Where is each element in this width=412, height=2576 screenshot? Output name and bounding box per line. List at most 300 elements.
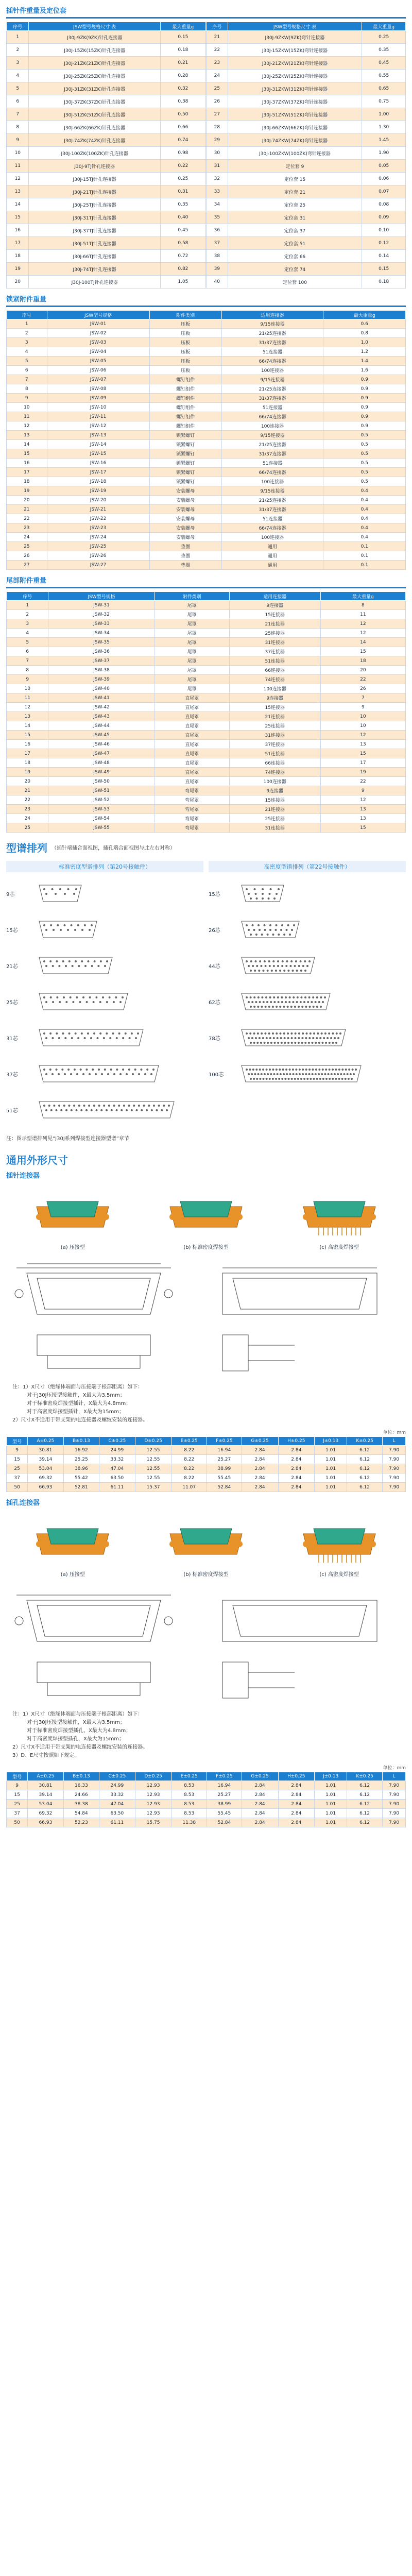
table-cell: 12.93 <box>135 1781 171 1790</box>
column-header: K±0.25 <box>347 1437 383 1446</box>
table-cell: 19 <box>7 486 47 496</box>
table-cell: 安装螺母 <box>149 496 221 505</box>
table-cell: 100连接器 <box>221 366 323 375</box>
table-cell: 63.50 <box>99 1809 135 1818</box>
table-cell: 直尾罩 <box>154 768 229 777</box>
table-cell: 24 <box>7 814 48 823</box>
table-cell: 15 <box>7 1455 28 1464</box>
table-row <box>7 805 406 814</box>
connector-photo <box>280 1186 399 1250</box>
table-cell: JSW-04 <box>47 347 149 357</box>
table-cell: 12 <box>320 731 405 740</box>
socket-table-unit: 单位：mm <box>383 1766 406 1771</box>
table-cell: 7.90 <box>383 1790 406 1800</box>
table-cell: 12.55 <box>135 1455 171 1464</box>
table-cell: 15 <box>7 731 48 740</box>
table-cell: 21 <box>7 505 47 514</box>
table-row <box>7 823 406 833</box>
layout-item-label: 26芯 <box>209 927 220 934</box>
table-cell: 25.27 <box>207 1790 242 1800</box>
layout-item-label: 62芯 <box>209 999 220 1006</box>
table-row <box>7 656 406 666</box>
connector-layout-icon <box>239 1027 348 1048</box>
table-row <box>7 1800 406 1809</box>
table-cell: JSW-14 <box>47 440 149 449</box>
table-cell: 0.5 <box>323 477 406 486</box>
table-cell: 9 <box>7 1446 28 1455</box>
table-cell: JSW-46 <box>48 740 154 749</box>
table-cell: 9 <box>7 134 29 147</box>
socket-dim-table-wrap <box>0 1772 412 1827</box>
table-cell: J30J-15ZKW(15ZK)弯针连接器 <box>228 44 362 57</box>
connector-photo-caption: (b) 标准密度焊接型 <box>183 1245 229 1250</box>
table-cell: 66.93 <box>28 1818 63 1827</box>
table-cell: JSW-55 <box>48 823 154 833</box>
table-cell: 15连接器 <box>229 703 320 712</box>
column-header: G±0.25 <box>242 1772 278 1781</box>
table-cell: 14 <box>320 638 405 647</box>
layout-item-label: 44芯 <box>209 963 220 970</box>
table-cell: 19 <box>7 263 29 276</box>
table-row <box>7 786 406 795</box>
table-cell: 17 <box>7 749 48 758</box>
table-cell: 0.9 <box>323 394 406 403</box>
table-cell: 33.32 <box>99 1455 135 1464</box>
table-cell: 21/25连接器 <box>221 496 323 505</box>
table-cell: 7.90 <box>383 1818 406 1827</box>
table-cell: 8.22 <box>171 1464 207 1473</box>
layout-item <box>6 947 203 984</box>
table-row <box>207 70 406 82</box>
connector-layout-icon <box>239 919 301 940</box>
table-cell: 31连接器 <box>229 638 320 647</box>
column-header: 最大重量g <box>320 592 405 601</box>
table-cell: JSW-17 <box>47 468 149 477</box>
table-cell: 15 <box>7 449 47 459</box>
column-header: L <box>383 1772 406 1781</box>
table-cell: 压板 <box>149 319 221 329</box>
table-cell: 1.01 <box>315 1473 347 1483</box>
table-cell: 0.75 <box>362 95 406 108</box>
table-cell: 0.4 <box>323 496 406 505</box>
table-cell: 锁紧螺钉 <box>149 459 221 468</box>
table-cell: 8.53 <box>171 1781 207 1790</box>
table-cell: 0.66 <box>160 121 205 134</box>
dimension-banner <box>0 1145 412 1170</box>
table-row <box>7 237 206 250</box>
table-cell: 2.84 <box>242 1473 278 1483</box>
table-cell: 锁紧螺钉 <box>149 477 221 486</box>
table-cell: 35 <box>207 211 228 224</box>
table-cell: 6 <box>7 647 48 656</box>
table-cell: 10 <box>320 712 405 721</box>
connector-photo-caption: (a) 压接型 <box>60 1245 85 1250</box>
table-cell: 尾罩 <box>154 601 229 610</box>
table-cell: J30J-66ZK(66ZK)针孔连接器 <box>29 121 160 134</box>
table-cell: 直尾罩 <box>154 693 229 703</box>
table-cell: 30.81 <box>28 1446 63 1455</box>
table-cell: 25 <box>7 823 48 833</box>
table-cell: JSW-51 <box>48 786 154 795</box>
table-cell: 螺钉组件 <box>149 375 221 384</box>
note-line: 对于J30J压接型接触件，X最大为3.5mm； <box>27 1720 125 1725</box>
connector-image <box>165 1513 247 1565</box>
table-cell: 15 <box>7 1790 28 1800</box>
table-cell: 定位套 37 <box>228 224 362 237</box>
table-cell: 16.33 <box>63 1781 99 1790</box>
table-cell: 14 <box>7 198 29 211</box>
table-cell: JSW-36 <box>48 647 154 656</box>
table-cell: 弯尾罩 <box>154 814 229 823</box>
table-row <box>207 211 406 224</box>
table-cell: 2.84 <box>242 1483 278 1492</box>
connector-image <box>165 1186 247 1238</box>
table-cell: 0.45 <box>160 224 205 237</box>
section1-title: 插针件重量及定位套 <box>6 7 67 15</box>
table-cell: 1.0 <box>323 338 406 347</box>
table-cell: 0.25 <box>160 173 205 185</box>
column-header: F±0.25 <box>207 1437 242 1446</box>
table-row <box>7 70 206 82</box>
connector-layout-icon <box>37 1099 176 1120</box>
table-row <box>7 1809 406 1818</box>
table-cell: JSW-35 <box>48 638 154 647</box>
section3-table-wrap <box>0 591 412 833</box>
table-row <box>7 601 406 610</box>
table-cell: 50 <box>7 1483 28 1492</box>
column-header: 序号 <box>207 22 228 31</box>
table-cell: 垫圈 <box>149 542 221 551</box>
table-cell: 16 <box>7 740 48 749</box>
table-cell: 7 <box>7 656 48 666</box>
table-cell: 12 <box>320 629 405 638</box>
table-cell: 2.84 <box>278 1455 315 1464</box>
table-row <box>7 666 406 675</box>
table-cell: 12 <box>320 795 405 805</box>
table-cell: J30J-37ZKW(37ZK)弯针连接器 <box>228 95 362 108</box>
table-row <box>207 44 406 57</box>
table-row <box>7 486 406 496</box>
table-cell: 33.32 <box>99 1790 135 1800</box>
layout-item <box>209 984 406 1020</box>
table-row <box>207 134 406 147</box>
table-cell: 13 <box>320 814 405 823</box>
connector-photo <box>147 1186 265 1250</box>
table-row <box>207 198 406 211</box>
table-cell: 8.22 <box>171 1473 207 1483</box>
section2-title: 锁紧附件重量 <box>6 296 47 303</box>
table-row <box>7 1790 406 1800</box>
table-row <box>7 619 406 629</box>
table-cell: 0.9 <box>323 384 406 394</box>
note-line: 对于高密度焊接型插孔，X最大为15mm； <box>27 1736 125 1742</box>
table-cell: JSW-05 <box>47 357 149 366</box>
table-cell: 15 <box>320 647 405 656</box>
connector-photo-caption: (b) 标准密度焊接型 <box>183 1572 229 1578</box>
table-cell: 18 <box>7 758 48 768</box>
table-cell: 34 <box>207 198 228 211</box>
layout-right-list <box>209 875 406 1092</box>
table-cell: 19 <box>320 768 405 777</box>
pin-dim-table-wrap <box>0 1436 412 1492</box>
table-cell: 定位套 15 <box>228 173 362 185</box>
pin-dimension-table <box>6 1436 406 1492</box>
layout-item <box>209 947 406 984</box>
connector-layout-icon <box>37 1063 161 1084</box>
table-row <box>7 496 406 505</box>
table-cell: JSW-15 <box>47 449 149 459</box>
socket-notes <box>0 1708 412 1763</box>
table-cell: 26 <box>207 95 228 108</box>
table-cell: 定位套 66 <box>228 250 362 263</box>
table-cell: JSW-54 <box>48 814 154 823</box>
table-cell: 1.01 <box>315 1483 347 1492</box>
layout-item <box>6 984 203 1020</box>
table-row <box>207 57 406 70</box>
table-row <box>7 211 206 224</box>
table-cell: 23 <box>207 57 228 70</box>
layout-right-column <box>209 861 406 1128</box>
column-header: B±0.13 <box>63 1772 99 1781</box>
table-cell: 10 <box>320 721 405 731</box>
table-cell: 21/25连接器 <box>221 384 323 394</box>
table-cell: 1.01 <box>315 1781 347 1790</box>
table-cell: 15 <box>320 749 405 758</box>
table-cell: 27 <box>207 108 228 121</box>
table-cell: JSW-48 <box>48 758 154 768</box>
table-cell: 0.6 <box>323 319 406 329</box>
table-cell: 0.05 <box>362 160 406 173</box>
table-cell: 15.75 <box>135 1818 171 1827</box>
table-cell: 弯尾罩 <box>154 823 229 833</box>
table-cell: 螺钉组件 <box>149 394 221 403</box>
table-cell: 69.32 <box>28 1473 63 1483</box>
table-cell: 3 <box>7 338 47 347</box>
table-cell: 4 <box>7 70 29 82</box>
connector-image <box>298 1513 381 1565</box>
table-cell: 0.35 <box>160 198 205 211</box>
table-cell: 1 <box>7 601 48 610</box>
table-cell: 0.4 <box>323 533 406 542</box>
table-cell: 2.84 <box>278 1446 315 1455</box>
table-row <box>7 468 406 477</box>
layout-item-label: 9芯 <box>6 891 15 897</box>
table-cell: 32 <box>207 173 228 185</box>
table-cell: 30.81 <box>28 1781 63 1790</box>
header-row <box>7 311 406 319</box>
table-cell: JSW-06 <box>47 366 149 375</box>
table-cell: JSW-42 <box>48 703 154 712</box>
table-cell: J30J-31TJ针孔连接器 <box>29 211 160 224</box>
table-cell: 25连接器 <box>229 629 320 638</box>
table-cell: 21/25连接器 <box>221 440 323 449</box>
pin-connector-photos <box>0 1182 412 1255</box>
table-cell: 6.12 <box>347 1818 383 1827</box>
table-cell: 100连接器 <box>221 533 323 542</box>
table-cell: JSW-49 <box>48 768 154 777</box>
table-cell: 63.50 <box>99 1473 135 1483</box>
table-cell: 22 <box>320 675 405 684</box>
table-cell: JSW-03 <box>47 338 149 347</box>
table-cell: 69.32 <box>28 1809 63 1818</box>
table-cell: 25.25 <box>63 1455 99 1464</box>
table-cell: 39.14 <box>28 1790 63 1800</box>
table-cell: 25 <box>7 542 47 551</box>
section2-divider <box>6 306 406 307</box>
table-row <box>7 1483 406 1492</box>
table-cell: 25连接器 <box>229 814 320 823</box>
table-cell: 11 <box>7 412 47 421</box>
table-cell: 0.09 <box>362 211 406 224</box>
table-row <box>7 523 406 533</box>
table-cell: 安装螺母 <box>149 514 221 523</box>
table-cell: 8.53 <box>171 1800 207 1809</box>
table-cell: 8 <box>7 121 29 134</box>
table-cell: JSW-47 <box>48 749 154 758</box>
table-cell: J30J-100ZKW(100ZK)弯针连接器 <box>228 147 362 160</box>
table-cell: 6.12 <box>347 1455 383 1464</box>
layout-item-label: 21芯 <box>6 963 18 970</box>
table-cell: 8.53 <box>171 1809 207 1818</box>
table-cell: 12 <box>7 421 47 431</box>
table-cell: 12 <box>7 703 48 712</box>
table-cell: 2.84 <box>278 1473 315 1483</box>
table-cell: 压板 <box>149 366 221 375</box>
table-cell: 0.55 <box>362 70 406 82</box>
table-cell: 尾罩 <box>154 647 229 656</box>
table-cell: 锁紧螺钉 <box>149 468 221 477</box>
table-row <box>7 403 406 412</box>
table-cell: 38 <box>207 250 228 263</box>
table-cell: 5 <box>7 82 29 95</box>
table-cell: J30J-9ZK(9ZK)针孔连接器 <box>29 31 160 44</box>
table-cell: 26 <box>320 684 405 693</box>
table-cell: 定位套 25 <box>228 198 362 211</box>
socket-dimension-table <box>6 1772 406 1827</box>
table-cell: JSW-02 <box>47 329 149 338</box>
table-cell: 压板 <box>149 357 221 366</box>
table-cell: 0.45 <box>362 57 406 70</box>
table-cell: 25 <box>207 82 228 95</box>
table-row <box>7 629 406 638</box>
table-cell: 垫圈 <box>149 561 221 570</box>
table-cell: 通用 <box>221 542 323 551</box>
column-header: C±0.25 <box>99 1772 135 1781</box>
layout-left-column <box>6 861 203 1128</box>
table-cell: 2.84 <box>242 1809 278 1818</box>
table-cell: 0.72 <box>160 250 205 263</box>
table-cell: 9连接器 <box>229 601 320 610</box>
table-cell: 定位套 51 <box>228 237 362 250</box>
section1-tables <box>0 22 412 289</box>
column-header: L <box>383 1437 406 1446</box>
table-cell: 7.90 <box>383 1446 406 1455</box>
table-row <box>7 95 206 108</box>
table-cell: 1.00 <box>362 108 406 121</box>
layout-item <box>209 1056 406 1092</box>
table-cell: 74连接器 <box>229 675 320 684</box>
connector-layout-icon <box>239 991 332 1012</box>
table-cell: J30J-37ZK(37ZK)针孔连接器 <box>29 95 160 108</box>
table-cell: 通用 <box>221 561 323 570</box>
table-cell: 0.22 <box>160 160 205 173</box>
table-row <box>7 551 406 561</box>
table-row <box>7 561 406 570</box>
table-cell: 5 <box>7 638 48 647</box>
table-cell: 37 <box>7 1809 28 1818</box>
table-cell: 7.90 <box>383 1781 406 1790</box>
table-cell: 9/15连接器 <box>221 486 323 496</box>
table-cell: 24 <box>7 533 47 542</box>
table-row <box>207 31 406 44</box>
table-cell: 6.12 <box>347 1483 383 1492</box>
table-cell: 12.93 <box>135 1800 171 1809</box>
table-cell: 26 <box>7 551 47 561</box>
table-cell: J30J-74TJ针孔连接器 <box>29 263 160 276</box>
table-cell: 66.93 <box>28 1483 63 1492</box>
table-row <box>7 505 406 514</box>
pin-table-unit: 单位：mm <box>383 1430 406 1435</box>
table-cell: 18 <box>320 656 405 666</box>
table-cell: 13 <box>7 431 47 440</box>
section2-table-wrap <box>0 310 412 570</box>
table-cell: JSW-12 <box>47 421 149 431</box>
table-cell: J30J-21ZKW(21ZK)弯针连接器 <box>228 57 362 70</box>
connector-photo-caption: (a) 压接型 <box>60 1572 85 1578</box>
table-cell: 25 <box>7 1464 28 1473</box>
table-cell: 0.1 <box>323 561 406 570</box>
connector-image <box>31 1186 114 1238</box>
table-cell: 24.99 <box>99 1781 135 1790</box>
table-cell: 弯尾罩 <box>154 795 229 805</box>
note-line: 2）尺寸X不适用于带支架的电连接器及螺纹安装的连接器。 <box>12 1744 148 1750</box>
column-header: 序号 <box>7 311 47 319</box>
table-row <box>7 384 406 394</box>
table-cell: 0.4 <box>323 514 406 523</box>
table-row <box>7 1464 406 1473</box>
table-cell: J30J-31ZKW(31ZK)弯针连接器 <box>228 82 362 95</box>
table-cell: 9 <box>320 786 405 795</box>
table-row <box>7 250 206 263</box>
table-cell: 11.38 <box>171 1818 207 1827</box>
table-cell: 52.84 <box>207 1483 242 1492</box>
table-cell: JSW-22 <box>47 514 149 523</box>
table-row <box>7 121 206 134</box>
table-cell: JSW-45 <box>48 731 154 740</box>
table-cell: J30J-37TJ针孔连接器 <box>29 224 160 237</box>
layout-note: 注：图示型谱排列见“J30J系列焊接型连接器型谱”章节 <box>6 1136 129 1142</box>
table-cell: 20 <box>7 496 47 505</box>
table-cell: 18 <box>7 250 29 263</box>
table-cell: J30J-15TJ针孔连接器 <box>29 173 160 185</box>
table-cell: 18 <box>7 477 47 486</box>
table-cell: 24.99 <box>99 1446 135 1455</box>
column-header: E±0.25 <box>171 1437 207 1446</box>
table-cell: 25.27 <box>207 1455 242 1464</box>
table-cell: 54.84 <box>63 1809 99 1818</box>
table-cell: 2.84 <box>278 1809 315 1818</box>
table-cell: 100连接器 <box>221 477 323 486</box>
table-row <box>7 329 406 338</box>
table-cell: 直尾罩 <box>154 740 229 749</box>
table-cell: 9/15连接器 <box>221 431 323 440</box>
table-cell: 直尾罩 <box>154 749 229 758</box>
column-header: 附件类别 <box>154 592 229 601</box>
table-cell: 11.07 <box>171 1483 207 1492</box>
lock-accessory-table <box>6 310 406 570</box>
table-cell: 10 <box>7 684 48 693</box>
table-row <box>7 319 406 329</box>
